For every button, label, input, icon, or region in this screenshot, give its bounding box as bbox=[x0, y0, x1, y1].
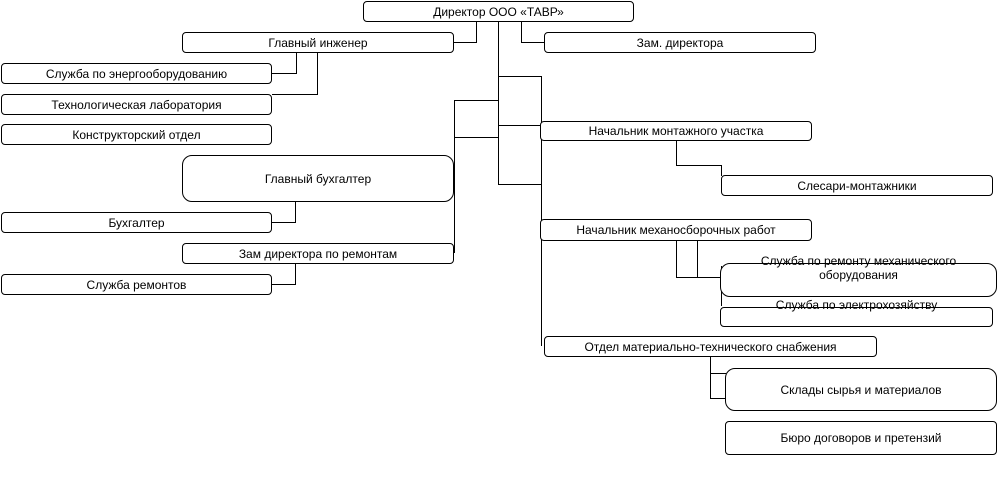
chief-accountant-box bbox=[182, 155, 454, 202]
accountant-box bbox=[1, 212, 272, 233]
tech-lab-label: Технологическая лаборатория bbox=[51, 97, 222, 112]
warehouses-label: Склады сырья и материалов bbox=[780, 382, 942, 397]
chief-accountant-label: Главный бухгалтер bbox=[264, 171, 372, 186]
design-dept-box bbox=[1, 124, 272, 145]
electrical-service-label: Служба по электрохозяйству bbox=[775, 298, 938, 312]
contracts-bureau-label: Бюро договоров и претензий bbox=[780, 431, 942, 445]
director-label: Директор ООО «ТАВР» bbox=[433, 4, 564, 19]
repair-service-box bbox=[1, 274, 272, 295]
director-box bbox=[363, 1, 634, 22]
energy-service-box bbox=[1, 63, 272, 84]
installation-head-label: Начальник монтажного участка bbox=[588, 124, 764, 138]
chief-engineer-label: Главный инженер bbox=[268, 35, 368, 50]
deputy-director-box bbox=[544, 32, 816, 53]
mech-repair-service-label: Служба по ремонту механического оборудования bbox=[760, 254, 957, 282]
accountant-label: Бухгалтер bbox=[108, 215, 165, 230]
supply-dept-box bbox=[544, 336, 877, 357]
assembly-head-label: Начальник механосборочных работ bbox=[576, 223, 776, 237]
chief-engineer-box bbox=[182, 32, 454, 53]
design-dept-label: Конструкторский отдел bbox=[72, 127, 201, 142]
contracts-bureau-box bbox=[725, 421, 997, 455]
deputy-director-label: Зам. директора bbox=[636, 35, 724, 50]
fitters-label: Слесари-монтажники bbox=[797, 178, 917, 193]
deputy-repairs-box bbox=[182, 243, 454, 264]
fitters-box bbox=[721, 175, 993, 196]
energy-service-label: Служба по энергооборудованию bbox=[45, 66, 228, 81]
deputy-repairs-label: Зам директора по ремонтам bbox=[238, 246, 398, 261]
repair-service-label: Служба ремонтов bbox=[86, 277, 187, 292]
installation-head-box bbox=[540, 121, 812, 141]
tech-lab-box bbox=[1, 94, 272, 115]
supply-dept-label: Отдел материально-технического снабжения bbox=[584, 339, 837, 354]
assembly-head-box bbox=[540, 219, 812, 241]
warehouses-box bbox=[725, 368, 997, 411]
